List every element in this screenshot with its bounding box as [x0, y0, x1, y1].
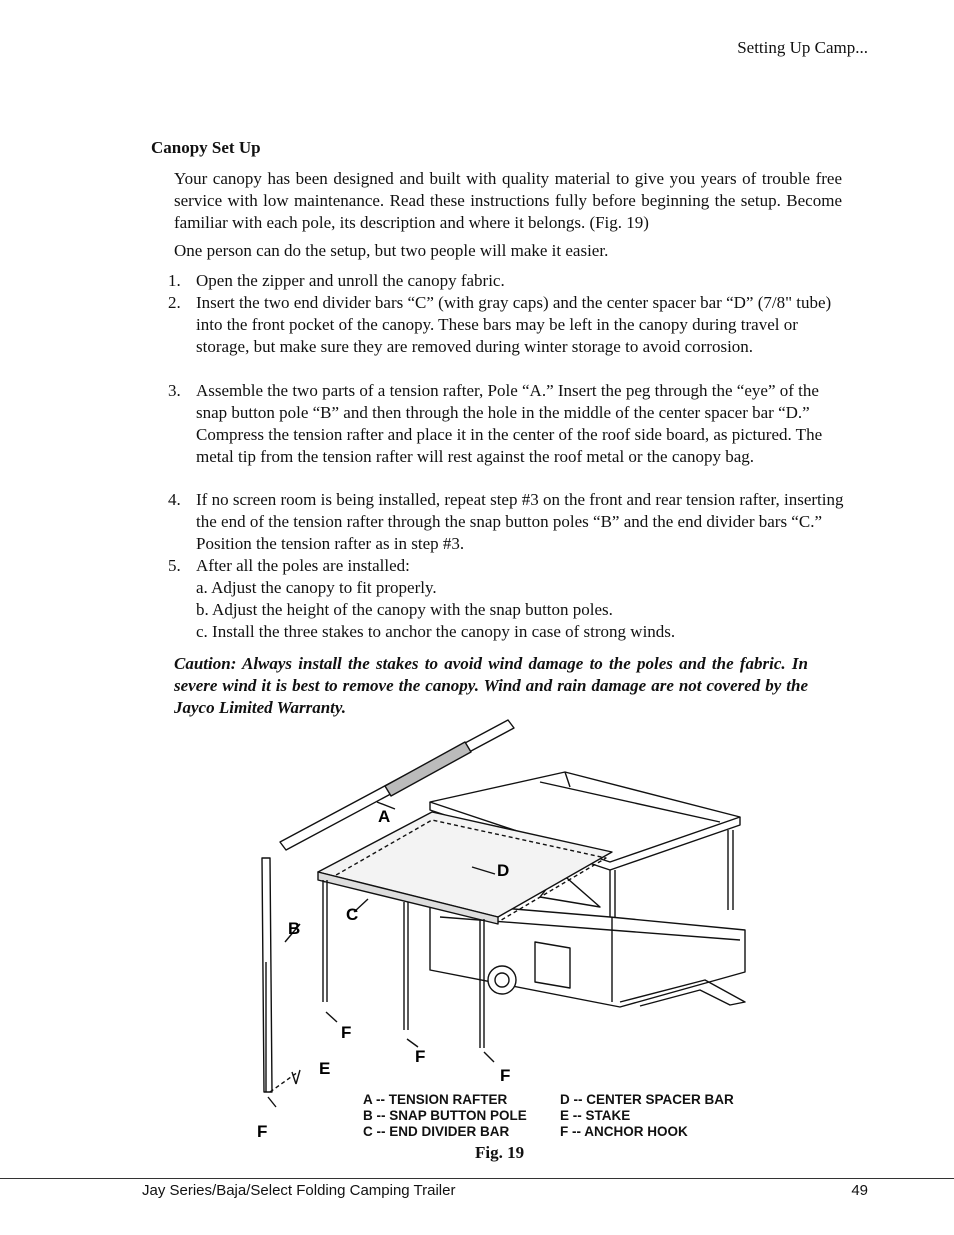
step-text: After all the poles are installed:: [196, 556, 410, 575]
intro-paragraph-2: One person can do the setup, but two people will make it easier.: [174, 241, 609, 260]
legend-item: F -- ANCHOR HOOK: [560, 1124, 688, 1139]
legend-item: A -- TENSION RAFTER: [363, 1092, 508, 1107]
step-number: 5.: [168, 556, 181, 575]
step-number: 4.: [168, 490, 181, 509]
step-text: Open the zipper and unroll the canopy fabric.: [196, 271, 505, 290]
footer-title: Jay Series/Baja/Select Folding Camping Trailer: [142, 1182, 456, 1199]
legend-item: C -- END DIVIDER BAR: [363, 1124, 510, 1139]
label-b: B: [288, 919, 301, 938]
substep-a: a. Adjust the canopy to fit properly.: [196, 578, 437, 597]
figure-caption: Fig. 19: [475, 1143, 525, 1162]
step-text: Insert the two end divider bars “C” (with gray caps) and the center spacer bar “D” (7/8" tube) into the front pocket of the canopy. These bars may be left in the canopy during travel or storage, but make sure they are removed during winter storage to avoid corrosion.: [196, 293, 832, 356]
step-number: 2.: [168, 293, 181, 312]
caution-note: Caution: Always install the stakes to avoid wind damage to the poles and the fabric. In severe wind it is best to remove the canopy. Wind and rain damage are not covered by the Jayco Limited Warranty.: [174, 654, 808, 717]
label-e: E: [319, 1059, 331, 1078]
canopy-illustration: [240, 712, 780, 1152]
label-f-4: F: [257, 1122, 268, 1141]
label-a: A: [378, 807, 391, 826]
legend-right: [560, 1092, 734, 1140]
step-text: Assemble the two parts of a tension rafter, Pole “A.” Insert the peg through the “eye” of the snap button pole “B” and then through the hole in the middle of the center spacer bar “D.” Compress the tension rafter and place it in the center of the roof side board, as pictured. The metal tip from the tension rafter will rest against the roof metal or the canopy bag.: [196, 381, 823, 466]
label-c: C: [346, 905, 359, 924]
legend-item: B -- SNAP BUTTON POLE: [363, 1108, 527, 1123]
intro-paragraph: Your canopy has been designed and built with quality material to give you years of trouble free service with low maintenance. Read these instructions fully before beginning the setup. Become familiar with each pole, its description and where it belongs. (Fig. 19): [174, 169, 842, 232]
legend-item: E -- STAKE: [560, 1108, 631, 1123]
step-number: 3.: [168, 381, 181, 400]
page-number: 49: [851, 1182, 868, 1199]
label-f-3: F: [500, 1066, 511, 1085]
step-text: If no screen room is being installed, repeat step #3 on the front and rear tension rafter, inserting the end of the tension rafter through the snap button poles “B” and the end divider bars “C.” Position the tension rafter as in step #3.: [196, 490, 844, 553]
substep-b: b. Adjust the height of the canopy with the snap button poles.: [196, 600, 613, 619]
label-f-1: F: [341, 1023, 352, 1042]
label-f-2: F: [415, 1047, 426, 1066]
step-number: 1.: [168, 271, 181, 290]
substep-c: c. Install the three stakes to anchor the canopy in case of strong winds.: [196, 622, 676, 641]
label-d: D: [497, 861, 510, 880]
legend-item: D -- CENTER SPACER BAR: [560, 1092, 734, 1107]
footer-divider: [0, 1178, 954, 1179]
running-header: Setting Up Camp...: [737, 38, 868, 57]
section-title: Canopy Set Up: [151, 138, 261, 157]
legend-left: [363, 1092, 527, 1140]
